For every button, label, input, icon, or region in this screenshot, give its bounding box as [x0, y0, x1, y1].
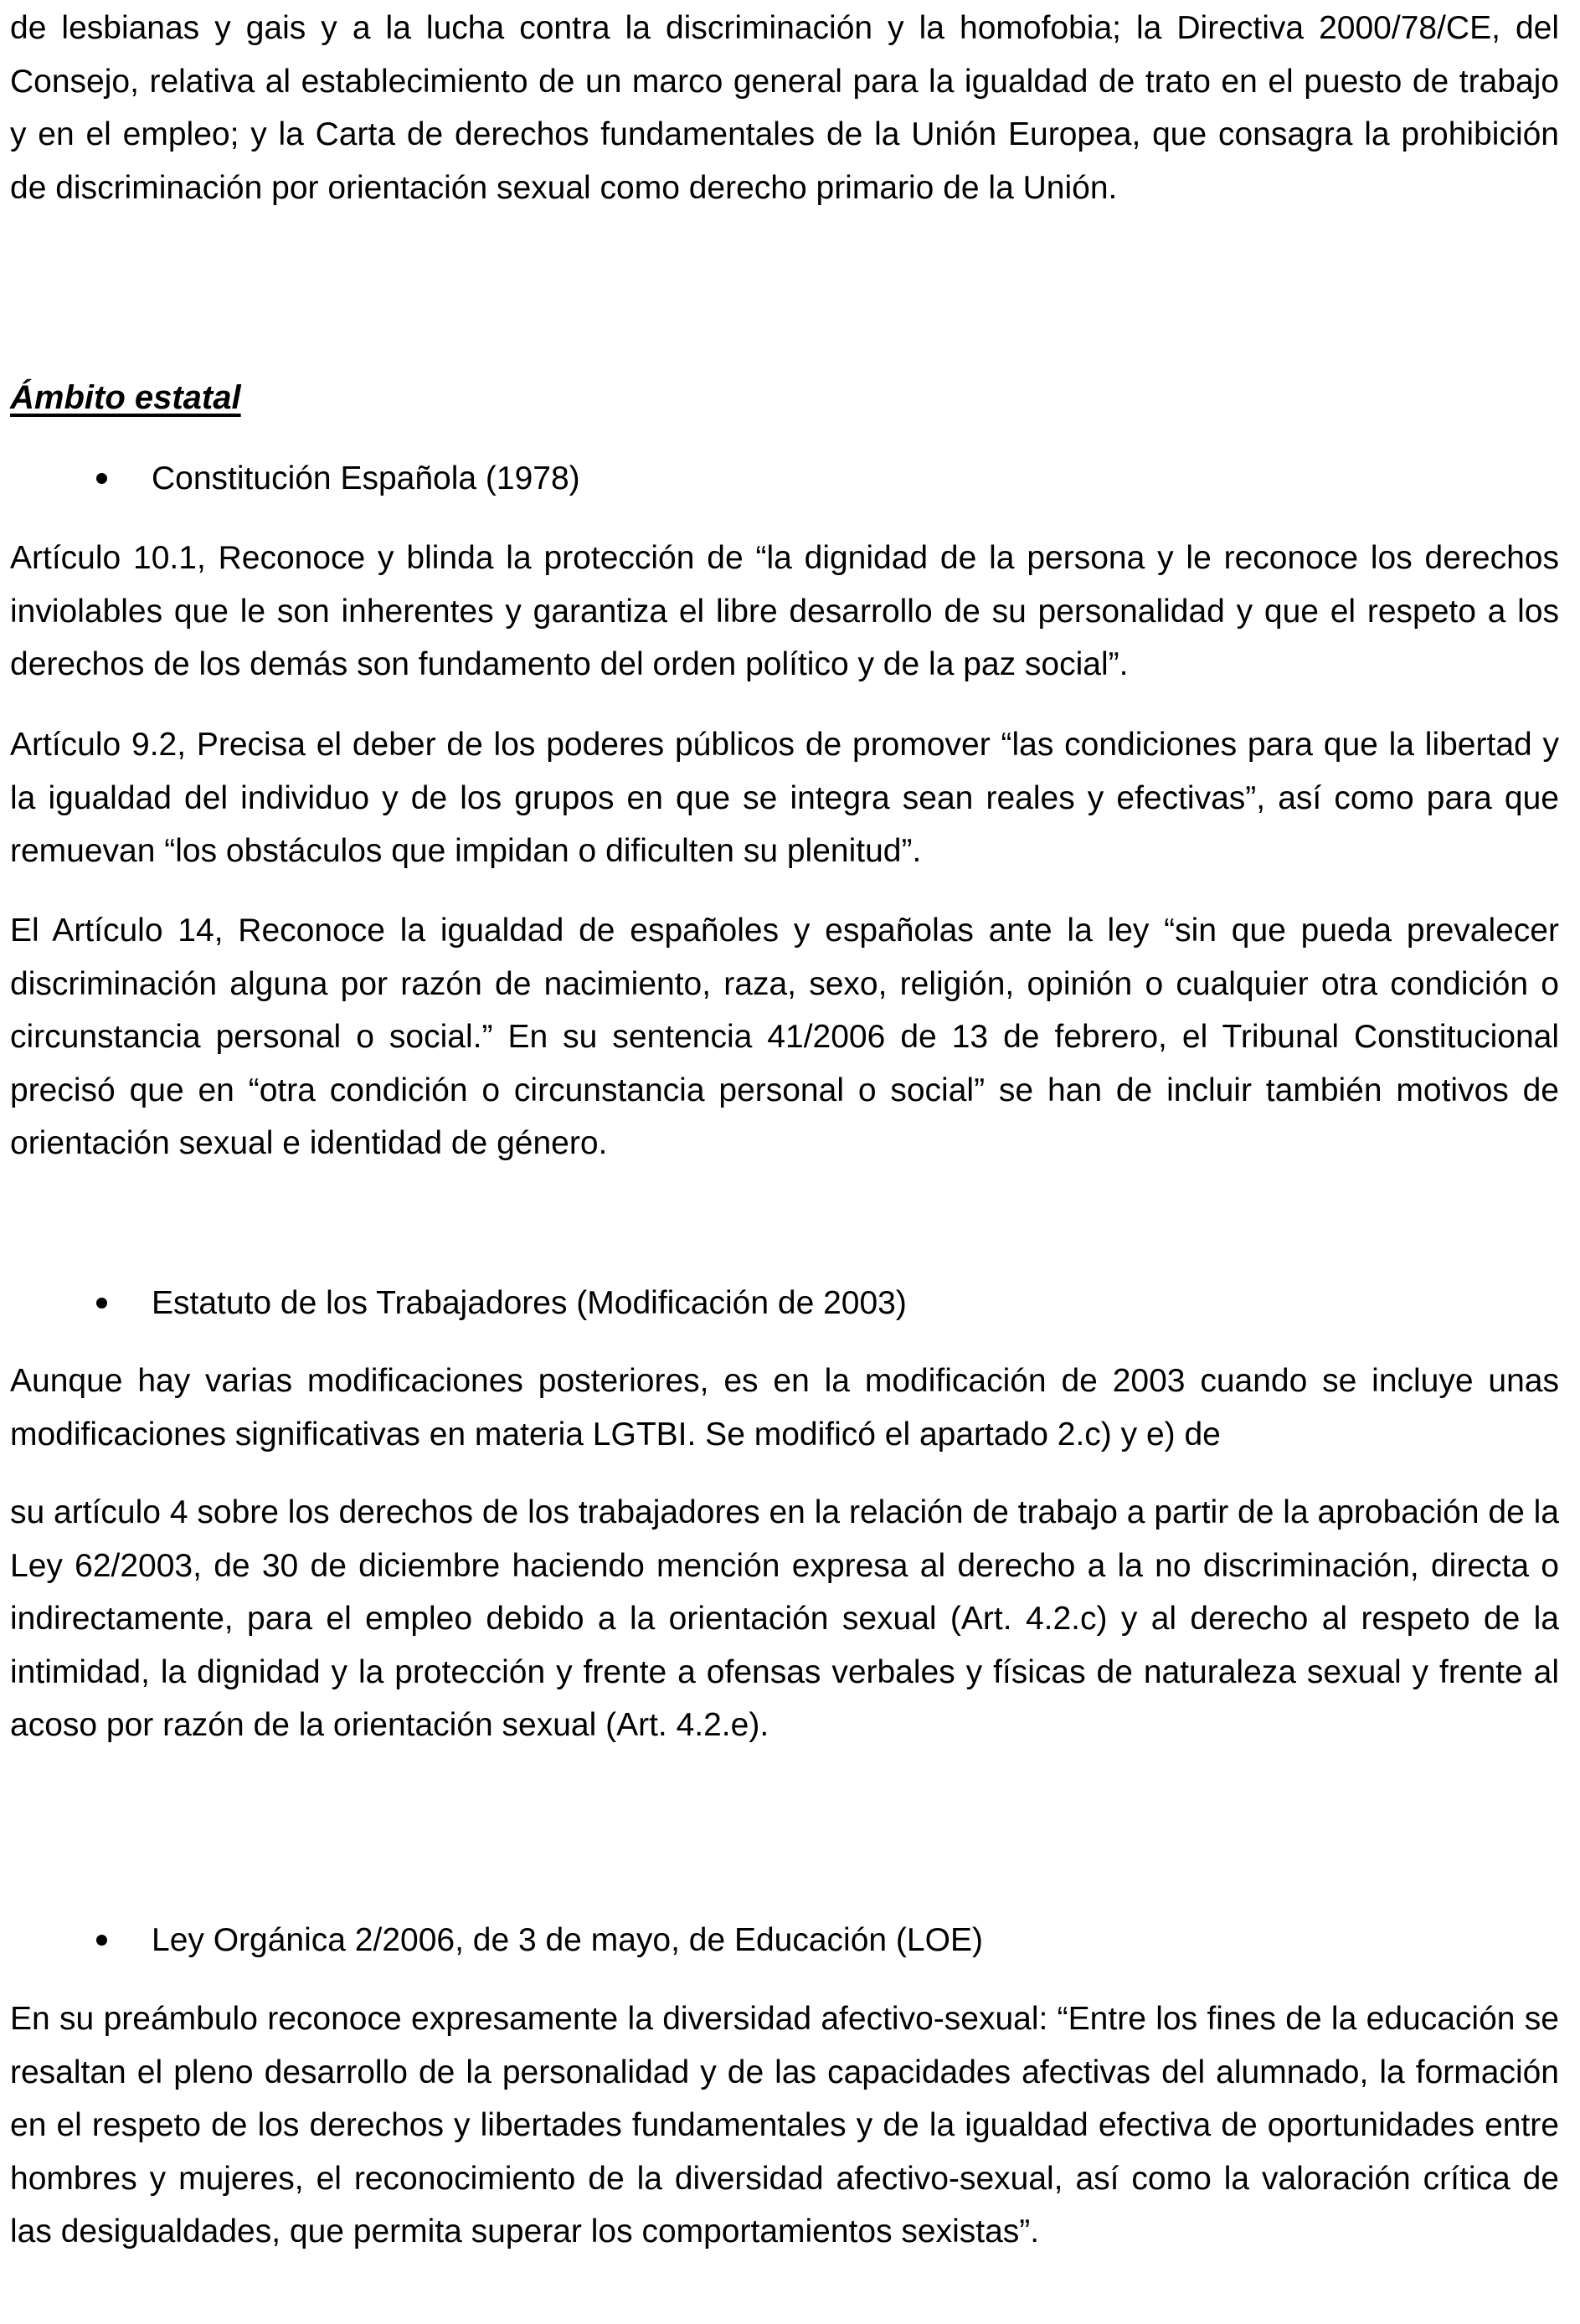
bullet-icon — [96, 473, 107, 484]
art-10-1-paragraph: Artículo 10.1, Reconoce y blinda la protección de “la dignidad de la persona y le reconoce los derechos inviolables que le son inherentes y garantiza el libre desarrollo de su personalidad y que el respeto a los derechos de los demás son fundamento del orden político y de la paz social”. — [10, 540, 1559, 682]
art-9-2-paragraph: Artículo 9.2, Precisa el deber de los poderes públicos de promover “las condiciones para que la libertad y la igualdad del individuo y de los grupos en que se integra sean reales y efectivas”, así como para que remuevan “los obstáculos que impidan o dificulten su plenitud”. — [10, 727, 1559, 869]
section-heading: Ámbito estatal — [10, 379, 241, 416]
estatuto-paragraph-1: Aunque hay varias modificaciones posteriores, es en la modificación de 2003 cuando se incluye unas modificaciones significativas en materia LGTBI. Se modificó el apartado 2.c) y e) de — [10, 1363, 1559, 1452]
bullet-label: Constitución Española (1978) — [152, 460, 580, 496]
art-14-paragraph: El Artículo 14, Reconoce la igualdad de españoles y españolas ante la ley “sin que pueda prevalecer discriminación alguna por razón de nacimiento, raza, sexo, religión, opinión o cualquier otra condición o circunstancia personal o social.” En su sentencia 41/2006 de 13 de febrero, el Tribunal Constitucional precisó que en “otra condición o circunstancia personal o social” se han de incluir también motivos de orientación sexual e identidad de género. — [10, 913, 1559, 1161]
bullet-estatuto — [10, 1277, 907, 1330]
bullet-constitucion — [10, 452, 580, 506]
estatuto-paragraph-2: su artículo 4 sobre los derechos de los trabajadores en la relación de trabajo a partir de la aprobación de la Ley 62/2003, de 30 de diciembre haciendo mención expresa al derecho a la no discriminación, directa o indirectamente, para el empleo debido a la orientación sexual (Art. 4.2.c) y al derecho al respeto de la intimidad, la dignidad y la protección y frente a ofensas verbales y físicas de naturaleza sexual y frente al acoso por razón de la orientación sexual (Art. 4.2.e). — [10, 1494, 1559, 1743]
bullet-label: Estatuto de los Trabajadores (Modificación de 2003) — [152, 1285, 907, 1321]
loe-paragraph: En su preámbulo reconoce expresamente la diversidad afectivo-sexual: “Entre los fines de la educación se resaltan el pleno desarrollo de la personalidad y de las capacidades afectivas del alumnado, la formación en el respeto de los derechos y libertades fundamentales y de la igualdad efectiva de oportunidades entre hombres y mujeres, el reconocimiento de la diversidad afectivo-sexual, así como la valoración crítica de las desigualdades, que permita superar los comportamientos sexistas”. — [10, 2001, 1559, 2249]
intro-paragraph: de lesbianas y gais y a la lucha contra la discriminación y la homofobia; la Directiva 2000/78/CE, del Consejo, relativa al establecimiento de un marco general para la igualdad de trato en el puesto de trabajo y en el empleo; y la Carta de derechos fundamentales de la Unión Europea, que consagra la prohibición de discriminación por orientación sexual como derecho primario de la Unión. — [10, 10, 1559, 206]
bullet-loe — [10, 1914, 983, 1967]
bullet-label: Ley Orgánica 2/2006, de 3 de mayo, de Educación (LOE) — [152, 1922, 983, 1958]
bullet-icon — [96, 1298, 107, 1309]
bullet-icon — [96, 1935, 107, 1946]
